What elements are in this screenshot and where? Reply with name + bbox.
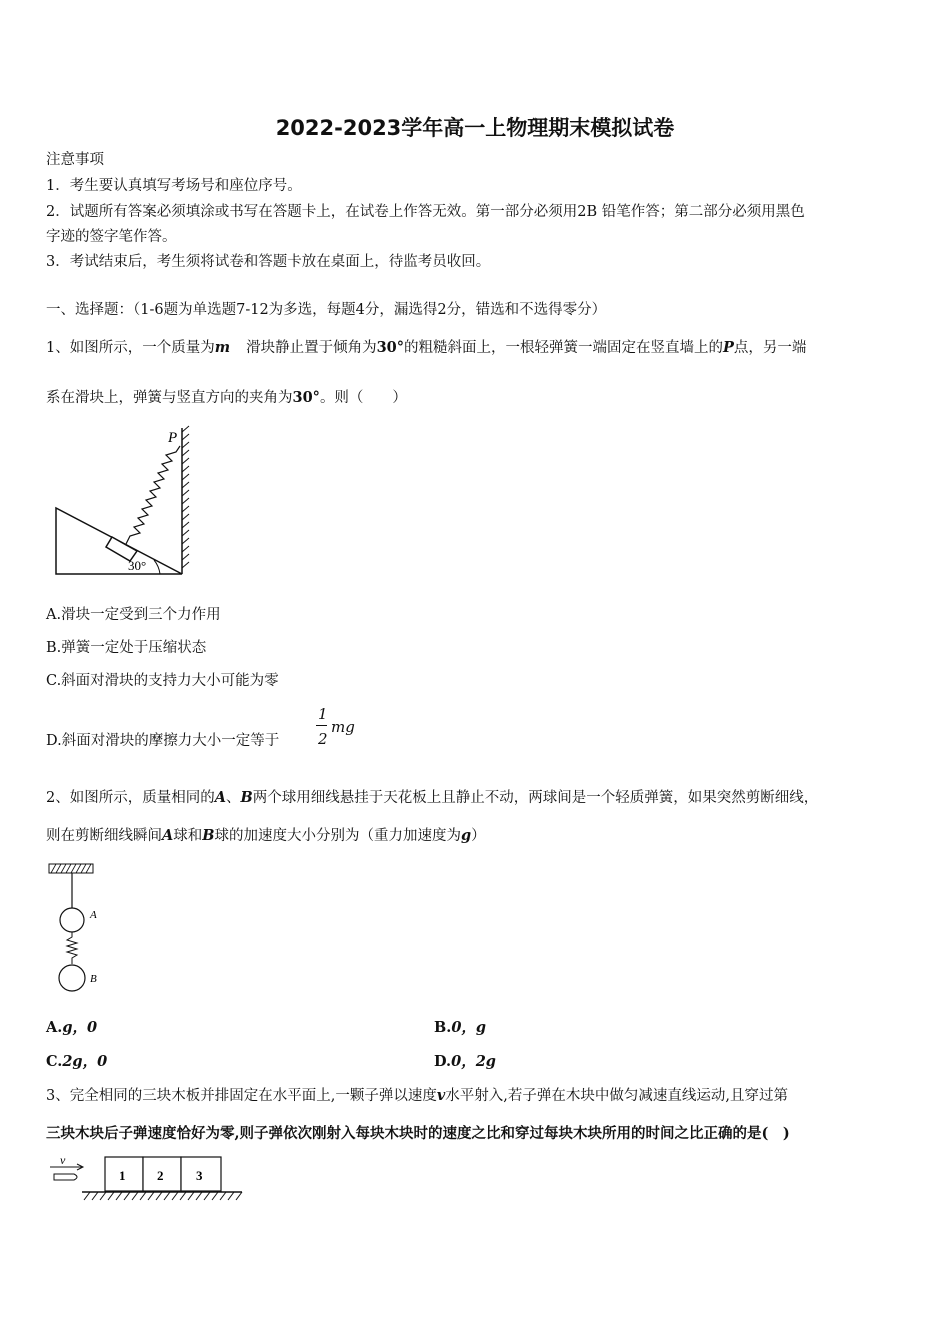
q2-var-g: g [461, 827, 472, 844]
q2-option-b-value: 0，g [451, 1019, 487, 1036]
q1-angle-1: 30° [376, 339, 405, 356]
fraction-bar [316, 725, 327, 726]
q1-option-a[interactable]: A.滑块一定受到三个力作用 [46, 607, 221, 623]
notice-item-2-cont: 字迹的签字笔作答。 [46, 229, 177, 245]
q1-option-b[interactable]: B.弹簧一定处于压缩状态 [46, 640, 207, 656]
q2-option-c[interactable] [46, 1052, 107, 1072]
block-3-label: 3 [196, 1168, 203, 1183]
q1-var-m: m [214, 339, 231, 356]
q2-option-d-label: D. [434, 1053, 452, 1070]
q2-figure [46, 862, 116, 998]
q2-text-3: 则在剪断细线瞬间 [46, 828, 162, 844]
q2-option-d-value: 0，2g [451, 1053, 496, 1070]
q1-var-p: P [723, 339, 734, 356]
q2-stem-line1 [46, 788, 818, 808]
q1-text-6: 。则（ ） [319, 390, 407, 406]
q2-sep: 、 [226, 790, 241, 806]
fraction-denominator: 2 [318, 730, 328, 748]
q2-option-b[interactable] [434, 1018, 486, 1038]
ground-hatching [84, 1192, 242, 1200]
ball-b-label: B [90, 973, 97, 985]
q2-var-b: B [240, 789, 253, 806]
q2-text-2: 两个球用细线悬挂于天花板上且静止不动，两球间是一个轻质弹簧，如果突然剪断细线， [252, 790, 819, 806]
q2-stem-line2 [46, 826, 486, 846]
q2-text-6: ） [471, 828, 486, 844]
section-heading: 一、选择题：（1-6题为单选题7-12为多选，每题4分，漏选得2分，错选和不选得零分） [46, 302, 607, 318]
q2-text-1: 2、如图所示，质量相同的 [46, 790, 215, 806]
bullet [54, 1174, 77, 1180]
q2-text-4: 球和 [173, 828, 203, 844]
q3-text-2: 水平射入,若子弹在木块中做匀减速直线运动,且穿过第 [445, 1088, 788, 1104]
q3-stem-line2: 三块木块后子弹速度恰好为零,则子弹依次刚射入每块木块时的速度之比和穿过每块木块所用的时间之比正确的是( ) [46, 1125, 790, 1142]
q2-text-5: 球的加速度大小分别为（重力加速度为 [214, 828, 462, 844]
point-p-label: P [168, 430, 178, 446]
q2-option-a[interactable] [46, 1018, 97, 1038]
wall-hatching [182, 426, 189, 568]
q2-option-a-value: g，0 [62, 1019, 98, 1036]
q2-var-b2: B [202, 827, 215, 844]
q2-var-a: A [214, 789, 226, 806]
notice-item-2: 2．试题所有答案必须填涂或书写在答题卡上，在试卷上作答无效。第一部分必须用2B 铅笔作答；第二部分必须用黑色 [46, 204, 805, 220]
q1-stem-line2 [46, 388, 407, 408]
q2-option-c-label: C. [46, 1053, 63, 1070]
q1-option-d[interactable]: D.斜面对滑块的摩擦力大小一定等于 [46, 733, 280, 749]
q3-figure [46, 1152, 246, 1204]
q1-text-5: 系在滑块上，弹簧与竖直方向的夹角为 [46, 390, 293, 406]
q1-stem-line1 [46, 338, 806, 358]
ball-b [59, 965, 85, 991]
q1-text-1: 1、如图所示，一个质量为 [46, 340, 215, 356]
fraction-variable: mg [331, 718, 355, 736]
q3-stem-line1 [46, 1086, 788, 1106]
ball-a [60, 908, 84, 932]
q1-option-c[interactable]: C.斜面对滑块的支持力大小可能为零 [46, 673, 279, 689]
q2-option-b-label: B. [434, 1019, 452, 1036]
block-2-label: 2 [157, 1168, 164, 1183]
q1-angle-2: 30° [292, 389, 320, 406]
page-title: 2022-2023学年高一上物理期末模拟试卷 [275, 116, 675, 140]
velocity-label: v [60, 1153, 66, 1167]
fraction-numerator: 1 [318, 705, 328, 723]
q3-text-1: 3、完全相同的三块木板并排固定在水平面上,一颗子弹以速度 [46, 1088, 437, 1104]
q1-figure [50, 424, 200, 580]
block-1-label: 1 [119, 1168, 126, 1183]
notice-item-3: 3．考试结束后，考生须将试卷和答题卡放在桌面上，待监考员收回。 [46, 254, 491, 270]
q1-text-3: 的粗糙斜面上，一根轻弹簧一端固定在竖直墙上的 [404, 340, 724, 356]
q1-text-4: 点，另一端 [733, 340, 807, 356]
q2-option-a-label: A. [46, 1019, 63, 1036]
q2-option-c-value: 2g，0 [62, 1053, 108, 1070]
q2-var-a2: A [162, 827, 174, 844]
notice-heading: 注意事项 [46, 152, 104, 168]
q2-option-d[interactable] [434, 1052, 496, 1072]
spring-ab [67, 932, 77, 964]
angle-label: 30° [128, 558, 147, 573]
ball-a-label: A [90, 909, 97, 921]
q3-var-v: v [436, 1087, 446, 1104]
notice-item-1: 1．考生要认真填写考场号和座位序号。 [46, 178, 302, 194]
spring [126, 446, 180, 544]
q1-text-2: 滑块静止置于倾角为 [246, 340, 377, 356]
